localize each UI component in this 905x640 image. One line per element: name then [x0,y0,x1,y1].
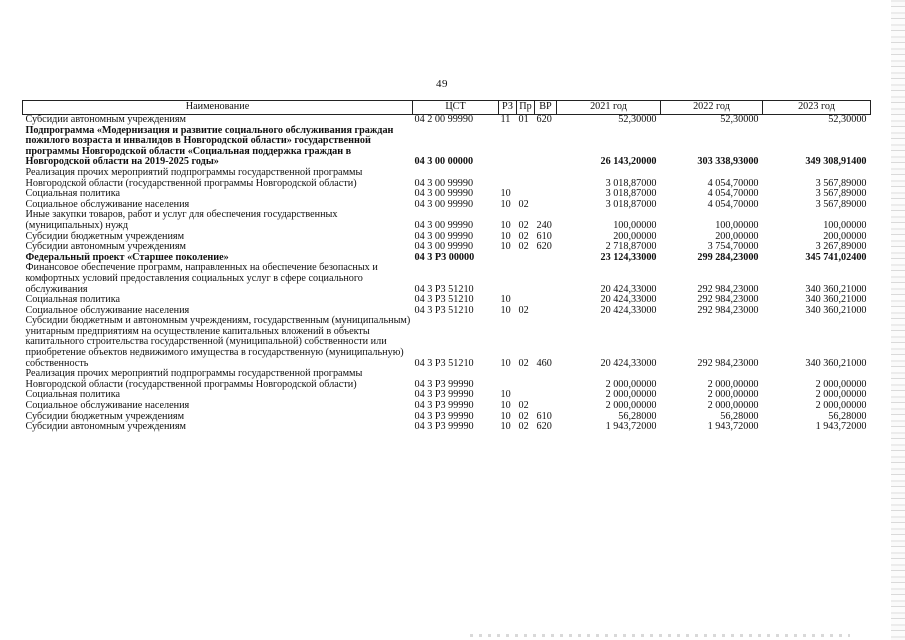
cell-vr [535,200,557,211]
cell-2023: 2 000,00000 [815,378,867,390]
cell-name: Субсидии автономным учреждениям [25,241,186,253]
cell-cst: 04 3 P3 99990 [414,400,474,412]
cell-vr: 240 [536,219,552,231]
cell-rz: 10 [500,357,511,369]
cell-name: Финансовое обеспечение программ, направленных на обеспечение безопасных и комфортных условий предоставления социальных услуг в сфере социального обслуживания [25,262,378,295]
col-header-cst: ЦСТ [413,101,499,115]
cell-2022: 2 000,00000 [707,400,759,412]
cell-name: Подпрограмма «Модернизация и развитие социального обслуживания граждан пожилого возраста и инвалидов в Новгородской области» государственной программы Новгородской области «Социальная поддержка граждан в Новгородской области на 2019-2025 годы» [25,124,394,168]
cell-name: Социальная политика [25,389,121,401]
col-header-2022: 2022 год [661,101,763,115]
col-header-rz: РЗ [499,101,517,115]
cell-rz: 10 [500,421,511,433]
cell-2022: 200,00000 [715,230,759,242]
cell-2021: 52,30000 [618,114,657,125]
cell-rz: 10 [500,219,511,231]
cell-name: Федеральный проект «Старшее поколение» [25,251,229,263]
cell-2022: 292 984,23000 [697,304,759,316]
cell-2023: 56,28000 [828,410,867,422]
budget-table [22,100,871,433]
cell-cst: 04 3 P3 51210 [414,304,474,316]
cell-cst: 04 3 P3 99990 [414,378,474,390]
cell-rz: 10 [500,188,511,200]
table-row [23,422,871,433]
cell-rz: 10 [500,389,511,401]
cell-vr [535,369,557,390]
cell-2023: 2 000,00000 [815,389,867,401]
cell-cst: 04 3 P3 99990 [414,410,474,422]
cell-rz [499,168,517,189]
table-row [23,115,871,126]
table-header-row [23,101,871,115]
cell-2022: 56,28000 [720,410,759,422]
cell-vr [535,168,557,189]
cell-2021: 2 000,00000 [605,389,657,401]
cell-name: Социальное обслуживание населения [25,304,190,316]
cell-rz: 11 [500,114,511,125]
cell-rz [499,126,517,168]
cell-cst: 04 3 00 99990 [414,241,474,253]
cell-vr [535,253,557,264]
cell-2022: 52,30000 [720,114,759,125]
col-header-vr: ВР [535,101,557,115]
cell-2022: 2 000,00000 [707,378,759,390]
cell-2021: 2 000,00000 [605,400,657,412]
cell-cst: 04 3 00 99990 [414,188,474,200]
scan-bottom-artifact [470,634,850,637]
cell-2023: 3 567,89000 [815,198,867,210]
cell-2021: 23 124,33000 [600,251,657,263]
cell-cst: 04 3 P3 99990 [414,389,474,401]
cell-cst: 04 3 00 99990 [414,198,474,210]
cell-2023: 340 360,21000 [805,357,867,369]
cell-2023: 100,00000 [823,219,867,231]
cell-name: Социальное обслуживание населения [25,400,190,412]
cell-cst: 04 3 00 99990 [414,177,474,189]
cell-2023: 200,00000 [823,230,867,242]
cell-vr [535,263,557,295]
table-row [23,126,871,168]
cell-cst: 04 3 P3 00000 [414,251,475,263]
cell-vr [535,390,557,401]
cell-2021: 26 143,20000 [600,156,657,168]
cell-pr: 02 [518,241,529,253]
cell-2022: 2 000,00000 [707,389,759,401]
cell-rz: 10 [500,304,511,316]
table-row [23,210,871,231]
cell-2022: 292 984,23000 [697,283,759,295]
cell-2021: 200,00000 [613,230,657,242]
cell-cst: 04 3 P3 99990 [414,421,474,433]
cell-vr [535,295,557,306]
cell-2023: 2 000,00000 [815,400,867,412]
cell-2021: 100,00000 [613,219,657,231]
col-header-name: Наименование [23,101,413,115]
cell-name: Субсидии автономным учреждениям [25,114,186,125]
cell-pr: 02 [518,400,529,412]
cell-2021: 20 424,33000 [600,304,657,316]
col-header-2023: 2023 год [763,101,871,115]
cell-pr [517,253,535,264]
cell-cst: 04 3 00 99990 [414,219,474,231]
cell-2021: 2 718,87000 [605,241,657,253]
cell-2021: 3 018,87000 [605,188,657,200]
cell-name: Субсидии бюджетным учреждениям [25,230,185,242]
cell-2023: 349 308,91400 [805,156,867,168]
cell-pr: 02 [518,304,529,316]
cell-cst: 04 3 P3 51210 [414,357,474,369]
cell-2022: 4 054,70000 [707,198,759,210]
page-number: 49 [436,78,448,90]
cell-rz [499,369,517,390]
cell-rz: 10 [500,241,511,253]
cell-pr: 02 [518,410,529,422]
cell-pr: 02 [518,219,529,231]
cell-vr [535,306,557,317]
cell-cst: 04 3 00 00000 [414,156,474,168]
cell-pr: 02 [518,421,529,433]
cell-2022: 292 984,23000 [697,357,759,369]
cell-name: Социальная политика [25,294,121,306]
cell-rz: 10 [500,410,511,422]
cell-2022: 303 338,93000 [697,156,759,168]
cell-pr: 02 [518,230,529,242]
cell-rz: 10 [500,198,511,210]
cell-2021: 3 018,87000 [605,177,657,189]
cell-2021: 20 424,33000 [600,357,657,369]
cell-2021: 1 943,72000 [605,421,657,433]
cell-cst: 04 3 P3 51210 [414,294,474,306]
cell-2022: 100,00000 [715,219,759,231]
cell-cst: 04 2 00 99990 [414,114,474,125]
table-row [23,168,871,189]
table-row [23,316,871,369]
table-row [23,263,871,295]
cell-vr: 620 [536,421,552,433]
cell-rz: 10 [500,230,511,242]
cell-name: Социальная политика [25,188,121,200]
cell-pr [517,369,535,390]
cell-2021: 20 424,33000 [600,294,657,306]
cell-2021: 20 424,33000 [600,283,657,295]
cell-2023: 3 567,89000 [815,177,867,189]
cell-name: Субсидии бюджетным и автономным учреждениям, государственным (муниципальным) унитарным предприятиям на осуществление капитальных вложений в объекты капитального строительства государственной (муниципальной) собственности или приобретение объектов недвижимого имущества в государственную (муниципальную) собственность [25,315,411,369]
cell-name: Субсидии бюджетным учреждениям [25,410,185,422]
table-body [23,115,871,433]
cell-2023: 340 360,21000 [805,304,867,316]
cell-vr: 620 [536,114,552,125]
cell-cst: 04 3 00 99990 [414,230,474,242]
table-row [23,369,871,390]
cell-2021: 56,28000 [618,410,657,422]
cell-2022: 292 984,23000 [697,294,759,306]
cell-pr [517,168,535,189]
cell-rz: 10 [500,294,511,306]
col-header-pr: Пр [517,101,535,115]
cell-vr: 610 [536,230,552,242]
cell-vr: 610 [536,410,552,422]
cell-name: Реализация прочих мероприятий подпрограммы государственной программы Новгородской области (государственной программы Новгородской области) [25,368,363,390]
cell-2023: 3 567,89000 [815,188,867,200]
cell-pr: 02 [518,357,529,369]
cell-pr [517,126,535,168]
cell-2023: 1 943,72000 [815,421,867,433]
col-header-2021: 2021 год [557,101,661,115]
cell-pr: 01 [518,114,529,125]
cell-2021: 2 000,00000 [605,378,657,390]
cell-name: Реализация прочих мероприятий подпрограммы государственной программы Новгородской области (государственной программы Новгородской области) [25,166,363,189]
cell-2021: 3 018,87000 [605,198,657,210]
cell-2022: 1 943,72000 [707,421,759,433]
cell-rz [499,253,517,264]
cell-2022: 4 054,70000 [707,188,759,200]
cell-vr: 460 [536,357,552,369]
cell-name: Субсидии автономным учреждениям [25,421,186,433]
scan-edge-artifact [891,0,905,640]
cell-rz: 10 [500,400,511,412]
cell-rz [499,263,517,295]
cell-2022: 4 054,70000 [707,177,759,189]
cell-2022: 299 284,23000 [697,251,759,263]
cell-2022: 3 754,70000 [707,241,759,253]
cell-2023: 3 267,89000 [815,241,867,253]
cell-pr [517,263,535,295]
cell-cst: 04 3 P3 51210 [414,283,474,295]
cell-pr: 02 [518,198,529,210]
cell-2023: 345 741,02400 [805,251,867,263]
cell-2023: 340 360,21000 [805,283,867,295]
cell-vr [535,189,557,200]
cell-2023: 340 360,21000 [805,294,867,306]
cell-vr: 620 [536,241,552,253]
cell-name: Иные закупки товаров, работ и услуг для обеспечения государственных (муниципальных) нужд [25,209,338,231]
cell-name: Социальное обслуживание населения [25,198,190,210]
cell-2023: 52,30000 [828,114,867,125]
cell-vr [535,126,557,168]
